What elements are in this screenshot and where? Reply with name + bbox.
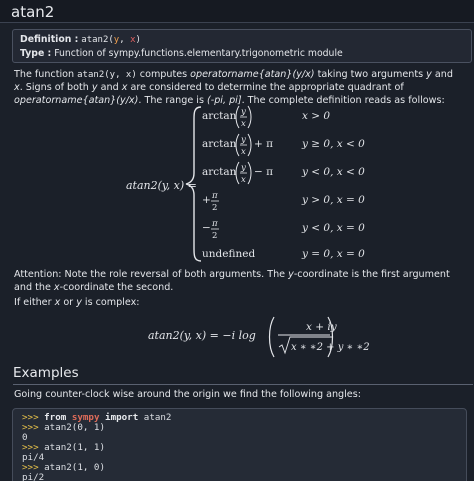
code-line: pi/4 — [22, 452, 45, 463]
param-y: y — [113, 35, 120, 45]
case-condition: y < 0, x < 0 — [302, 166, 365, 178]
frac-den: 2 — [212, 203, 218, 213]
frac-num: y — [241, 135, 246, 145]
case-sign: + — [202, 194, 211, 206]
examples-intro: Going counter-clock wise around the origin we find the following angles: — [14, 389, 361, 400]
case-condition: x > 0 — [302, 110, 331, 122]
code-block[interactable] — [12, 408, 467, 481]
frac-den: x — [241, 147, 246, 157]
intro-paragraph: The function atan2(y, x) computes operatorname{atan}(y/x) taking two arguments y and x. Signs of both y and x are considered to determine the appropriate quadrant of operatorname{atan}(y/x). The range is (-pi, pi]. The complete definition reads as follows: — [14, 69, 453, 106]
code-line: pi/2 — [22, 472, 45, 481]
case-condition: y > 0, x = 0 — [302, 194, 365, 206]
case-expr: arctan — [202, 138, 237, 150]
examples-heading: Examples — [13, 364, 473, 385]
code-line: >>> from sympy import atan2 — [22, 412, 172, 423]
case-condition: y ≥ 0, x < 0 — [302, 138, 365, 150]
attention-paragraph: Attention: Note the role reversal of both arguments. The y-coordinate is the first argument and the x-coordinate the second. — [14, 269, 450, 293]
case-condition: y < 0, x = 0 — [302, 222, 365, 234]
case-expr: arctan — [202, 166, 237, 178]
definition-line — [20, 33, 464, 47]
type-label: Type : — [20, 48, 52, 59]
window-title: atan2 — [0, 0, 474, 23]
complex-formula — [0, 313, 474, 359]
signature: atan2(y, x) — [81, 35, 141, 45]
type-value: Function of sympy.functions.elementary.trigonometric module — [54, 48, 343, 59]
frac-den: x — [241, 119, 246, 129]
frac-den: 2 — [212, 231, 218, 241]
code-line: >>> atan2(0, 1) — [22, 422, 105, 433]
definition-label: Definition : — [20, 34, 79, 45]
complex-numerator: x + iy — [306, 321, 337, 333]
case-sign: − — [202, 222, 211, 234]
code-line: >>> atan2(1, 0) — [22, 462, 105, 473]
piecewise-formula — [0, 103, 474, 265]
case-expr: undefined — [202, 248, 256, 260]
frac-den: x — [241, 175, 246, 185]
frac-num: π — [212, 219, 218, 229]
frac-num: π — [212, 191, 218, 201]
case-condition: y = 0, x = 0 — [302, 248, 365, 260]
complex-paragraph: If either x or y is complex: — [14, 297, 140, 308]
param-x: x — [130, 35, 136, 45]
case-suffix: − π — [254, 166, 274, 178]
case-expr: arctan — [202, 110, 237, 122]
frac-num: y — [241, 163, 246, 173]
case-suffix: + π — [254, 138, 274, 150]
formula-lhs: atan2(y, x) = — [126, 179, 197, 192]
complex-denominator: x ∗ ∗2 + y ∗ ∗2 — [291, 342, 370, 353]
frac-num: y — [241, 107, 246, 117]
type-line — [20, 47, 464, 61]
left-paren — [270, 317, 275, 357]
code-line: >>> atan2(1, 1) — [22, 442, 105, 453]
complex-lhs: atan2(y, x) = −i log — [148, 329, 256, 342]
code-line: 0 — [22, 432, 28, 443]
definition-box — [12, 29, 472, 63]
